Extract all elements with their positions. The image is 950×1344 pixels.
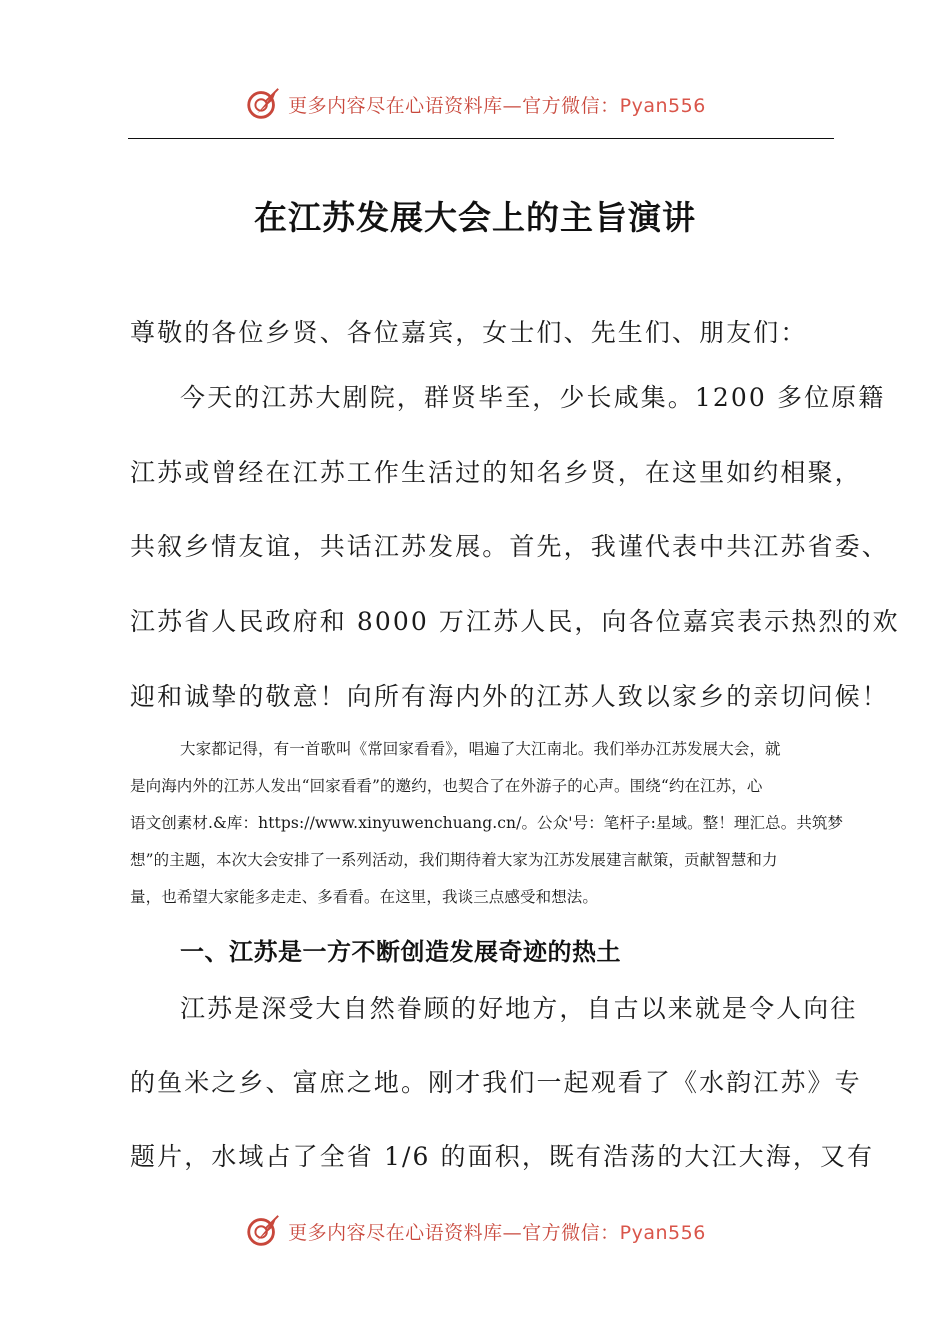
wechat-id: Pyan556 — [619, 94, 706, 117]
banner-text: 更多内容尽在心语资料库—官方微信：Pyan556 — [288, 1221, 706, 1244]
paragraph-line: 江苏或曾经在江苏工作生活过的知名乡贤，在这里如约相聚， — [130, 458, 862, 487]
page-title: 在江苏发展大会上的主旨演讲 — [254, 198, 696, 237]
small-paragraph-line: 大家都记得，有一首歌叫《常回家看看》，唱遍了大江南北。我们举办江苏发展大会，就 — [180, 740, 781, 758]
header-banner — [0, 84, 950, 124]
paragraph-line: 共叙乡情友谊，共话江苏发展。首先，我谨代表中共江苏省委、 — [130, 532, 889, 561]
paragraph-line: 题片，水域占了全省 1/6 的面积，既有浩荡的大江大海，又有 — [130, 1142, 875, 1171]
paragraph-line: 迎和诚挚的敬意！向所有海内外的江苏人致以家乡的亲切问候！ — [130, 682, 889, 711]
quill-logo-icon — [244, 1212, 282, 1250]
paragraph-line: 江苏省人民政府和 8000 万江苏人民，向各位嘉宾表示热烈的欢 — [130, 607, 900, 636]
paragraph-line: 的鱼米之乡、富庶之地。刚才我们一起观看了《水韵江苏》专 — [130, 1068, 862, 1097]
wechat-id: Pyan556 — [619, 1221, 706, 1244]
greeting: 尊敬的各位乡贤、各位嘉宾，女士们、先生们、朋友们： — [130, 318, 808, 347]
header-divider — [128, 138, 834, 139]
banner-text: 更多内容尽在心语资料库—官方微信：Pyan556 — [288, 94, 706, 117]
quill-logo-icon — [244, 85, 282, 123]
small-paragraph-line: 是向海内外的江苏人发出“回家看看”的邀约，也契合了在外游子的心声。围绕“约在江苏，心 — [130, 777, 763, 795]
small-paragraph-line: 想”的主题，本次大会安排了一系列活动，我们期待着大家为江苏发展建言献策，贡献智慧和力 — [130, 851, 778, 869]
paragraph-line: 今天的江苏大剧院，群贤毕至，少长咸集。1200 多位原籍 — [180, 383, 886, 412]
small-paragraph-line: 量，也希望大家能多走走、多看看。在这里，我谈三点感受和想法。 — [130, 888, 599, 906]
footer-banner — [0, 1211, 950, 1251]
small-paragraph-line: 语文创素材.&库：https://www.xinyuwenchuang.cn/。公众'号：笔杆子:星域。整！理汇总。共筑梦 — [130, 814, 844, 832]
paragraph-line: 江苏是深受大自然眷顾的好地方，自古以来就是令人向往 — [180, 994, 858, 1023]
section-heading: 一、江苏是一方不断创造发展奇迹的热土 — [180, 938, 621, 966]
